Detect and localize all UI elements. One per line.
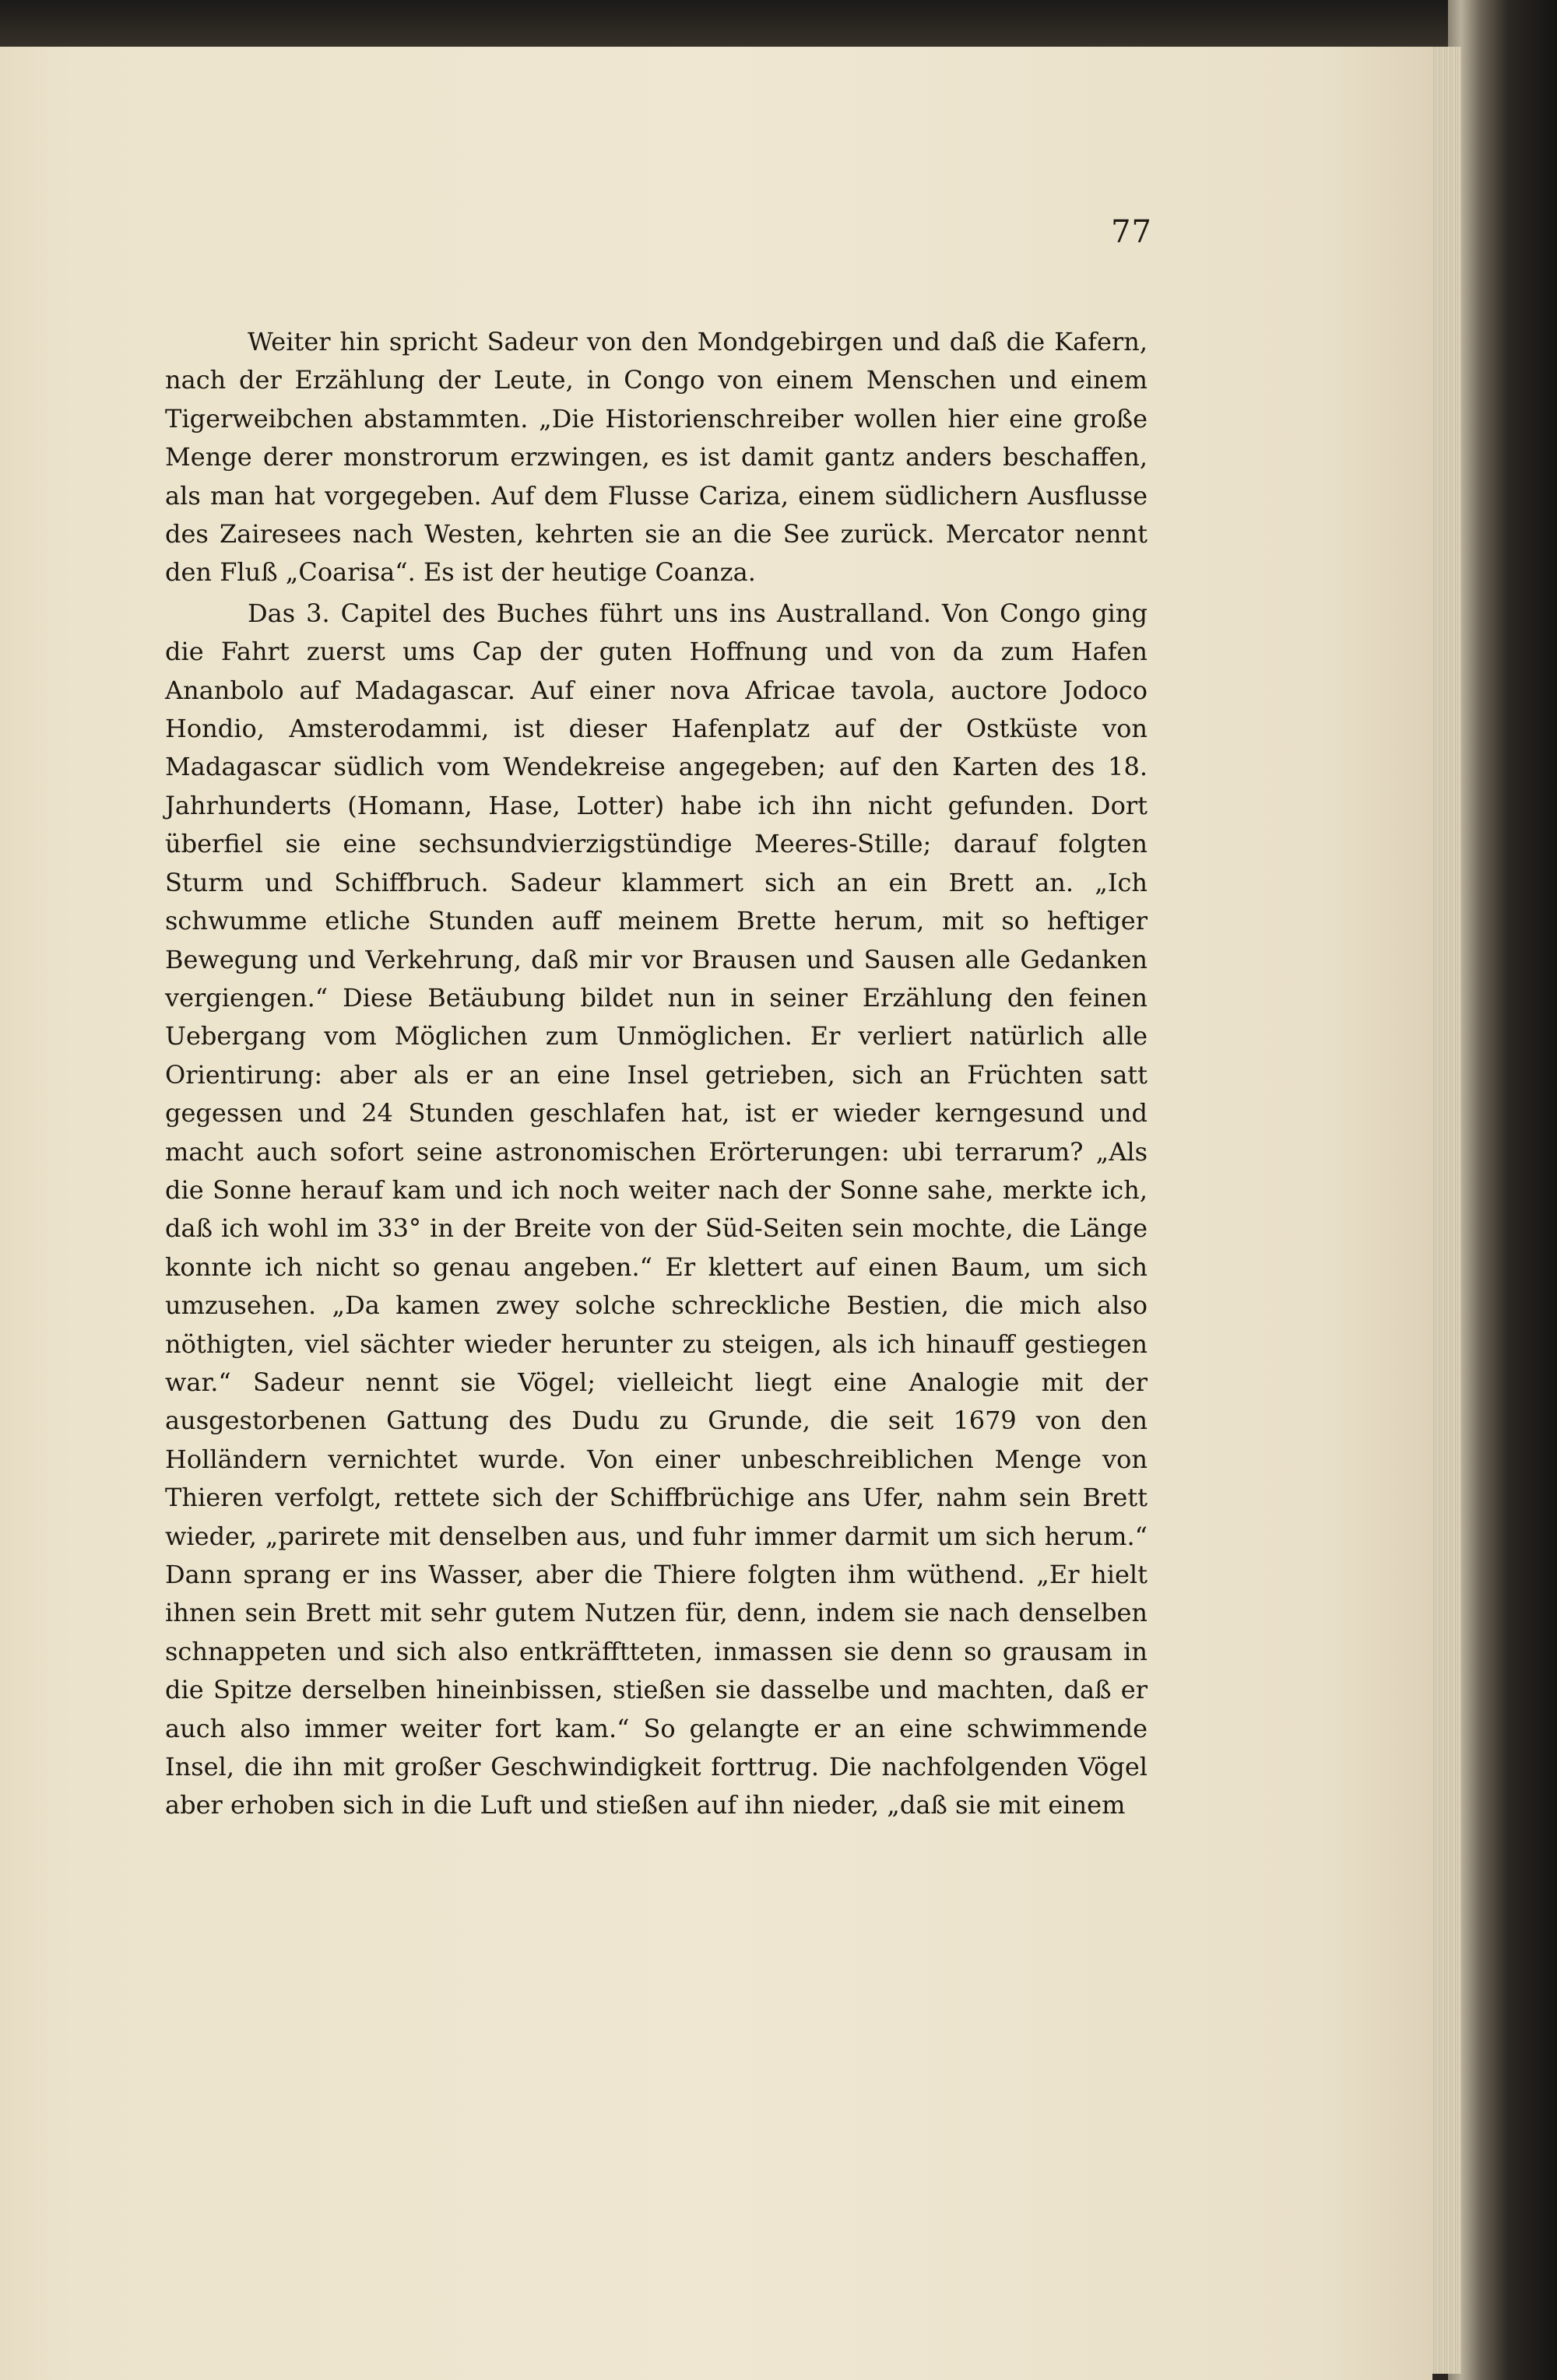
page-number: 77 bbox=[1111, 214, 1152, 250]
paragraph-1: Weiter hin spricht Sadeur von den Mondgebirgen und daß die Kafern, nach der Erzählung der Leute, in Congo von einem Menschen und einem Tigerweibchen abstammten. „Die Historienschreiber wollen hier eine große Menge derer monstrorum erzwingen, es ist damit gantz anders beschaffen, als man hat vorgegeben. Auf dem Flusse Cariza, einem südlichern Ausflusse des Zairesees nach Westen, kehrten sie an die See zurück. Mercator nennt den Fluß „Coarisa“. Es ist der heutige Coanza. bbox=[165, 327, 1148, 588]
page-stack-edge bbox=[1429, 47, 1461, 2374]
body-text bbox=[165, 323, 1148, 1825]
book-binding-edge bbox=[1448, 0, 1557, 2380]
paragraph-2: Das 3. Capitel des Buches führt uns ins Australland. Von Congo ging die Fahrt zuerst ums Cap der guten Hoffnung und von da zum Hafen Ananbolo auf Madagascar. Auf einer nova Africae tavola, auctore Jodoco Hondio, Amsterodammi, ist dieser Hafenplatz auf der Ostküste von Madagascar südlich vom Wendekreise angegeben; auf den Karten des 18. Jahrhunderts (Homann, Hase, Lotter) habe ich ihn nicht gefunden. Dort überfiel sie eine sechsundvierzigstündige Meeres-Stille; darauf folgten Sturm und Schiffbruch. Sadeur klammert sich an ein Brett an. „Ich schwumme etliche Stunden auff meinem Brette herum, mit so heftiger Bewegung und Verkehrung, daß mir vor Brausen und Sausen alle Gedanken vergiengen.“ Diese Betäubung bildet nun in seiner Erzählung den feinen Uebergang vom Möglichen zum Unmöglichen. Er verliert natürlich alle Orientirung: aber als er an eine Insel getrieben, sich an Früchten satt gegessen und 24 Stunden geschlafen hat, ist er wieder kerngesund und macht auch sofort seine astronomischen Erörterungen: ubi terrarum? „Als die Sonne herauf kam und ich noch weiter nach der Sonne sahe, merkte ich, daß ich wohl im 33° in der Breite von der Süd-Seiten sein mochte, die Länge konnte ich nicht so genau angeben.“ Er klettert auf einen Baum, um sich umzusehen. „Da kamen zwey solche schreckliche Bestien, die mich also nöthigten, viel sächter wieder herunter zu steigen, als ich hinauff gestiegen war.“ Sadeur nennt sie Vögel; vielleicht liegt eine Analogie mit der ausgestorbenen Gattung des Dudu zu Grunde, die seit 1679 von den Holländern vernichtet wurde. Von einer unbeschreiblichen Menge von Thieren verfolgt, rettete sich der Schiffbrüchige ans Ufer, nahm sein Brett wieder, „parirete mit denselben aus, und fuhr immer darmit um sich herum.“ Dann sprang er ins Wasser, aber die Thiere folgten ihm wüthend. „Er hielt ihnen sein Brett mit sehr gutem Nutzen für, denn, indem sie nach denselben schnappeten und sich also entkräfftteten, inmassen sie denn so grausam in die Spitze derselben hineinbissen, stießen sie dasselbe und machten, daß er auch also immer weiter fort kam.“ So gelangte er an eine schwimmende Insel, die ihn mit großer Geschwindigkeit forttrug. Die nachfolgenden Vögel aber erhoben sich in die Luft und stießen auf ihn nieder, „daß sie mit einem bbox=[165, 598, 1148, 1820]
